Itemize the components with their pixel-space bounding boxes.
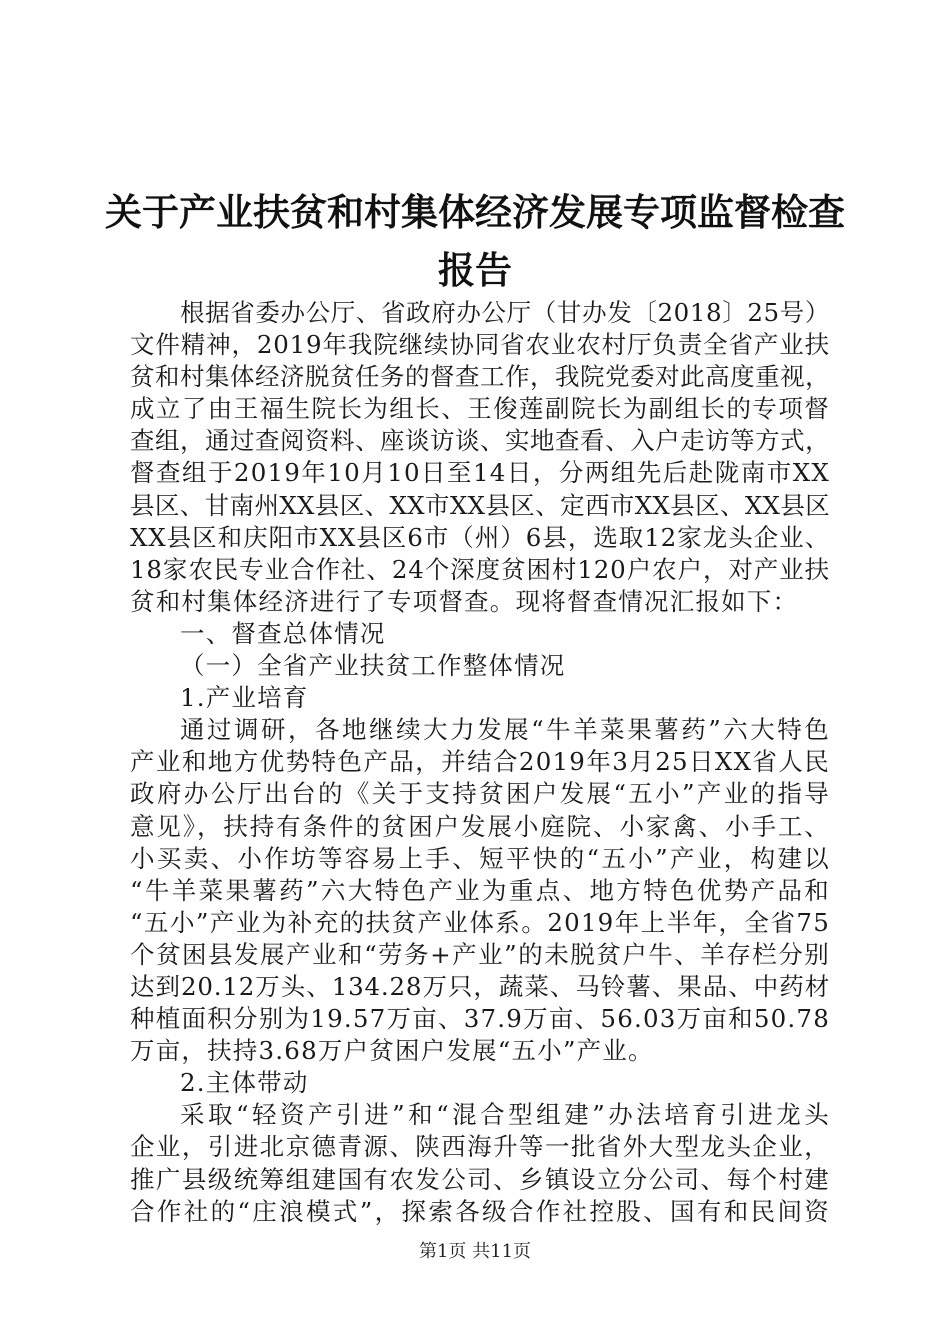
document-title-line-2: 报告 [438, 249, 512, 292]
section-heading: 一、督查总体情况 [180, 618, 386, 648]
document-body [130, 297, 830, 1228]
body-line: 贫和村集体经济脱贫任务的督查工作，我院党委对此高度重视， [130, 362, 830, 392]
body-line: 产业和地方优势特色产品，并结合2019年3月25日XX省人民 [130, 747, 830, 777]
body-line: 推广县级统筹组建国有农发公司、乡镇设立分公司、每个村建 [130, 1164, 830, 1194]
body-line: 督查组于2019年10月10日至14日，分两组先后赴陇南市XX [130, 458, 830, 488]
body-line: 18家农民专业合作社、24个深度贫困村120户农户，对产业扶 [130, 554, 830, 584]
body-line: “牛羊菜果薯药”六大特色产业为重点、地方特色优势产品和 [130, 875, 830, 905]
document-title-line-1: 关于产业扶贫和村集体经济发展专项监督检查 [105, 191, 845, 234]
body-line: 企业，引进北京德青源、陕西海升等一批省外大型龙头企业， [130, 1132, 830, 1162]
body-line: 个贫困县发展产业和“劳务+产业”的未脱贫户牛、羊存栏分别 [130, 939, 830, 969]
body-line: XX县区和庆阳市XX县区6市（州）6县，选取12家龙头企业、 [130, 522, 830, 552]
body-line: 意见》，扶持有条件的贫困户发展小庭院、小家禽、小手工、 [130, 811, 830, 841]
body-line: 小买卖、小作坊等容易上手、短平快的“五小”产业，构建以 [130, 843, 830, 873]
body-line: 县区、甘南州XX县区、XX市XX县区、定西市XX县区、XX县区 [130, 490, 830, 520]
body-line: 达到20.12万头、134.28万只，蔬菜、马铃薯、果品、中药材 [130, 971, 830, 1001]
subsection-heading: （一）全省产业扶贫工作整体情况 [180, 651, 566, 681]
body-line: 种植面积分别为19.57万亩、37.9万亩、56.03万亩和50.78 [130, 1004, 830, 1034]
body-line: 查组，通过查阅资料、座谈访谈、实地查看、入户走访等方式， [130, 426, 830, 456]
body-line: “五小”产业为补充的扶贫产业体系。2019年上半年，全省75 [130, 907, 830, 937]
body-line: 采取“轻资产引进”和“混合型组建”办法培育引进龙头 [180, 1100, 830, 1130]
body-line: 合作社的“庄浪模式”，探索各级合作社控股、国有和民间资 [130, 1196, 830, 1226]
body-line: 根据省委办公厅、省政府办公厅（甘办发〔2018〕25号） [180, 298, 830, 327]
body-line: 文件精神，2019年我院继续协同省农业农村厅负责全省产业扶 [130, 330, 830, 360]
body-line: 成立了由王福生院长为组长、王俊莲副院长为副组长的专项督 [130, 394, 830, 424]
body-line: 贫和村集体经济进行了专项督查。现将督查情况汇报如下： [130, 586, 799, 616]
page-footer: 第1页 共11页 [418, 1241, 532, 1262]
body-line: 政府办公厅出台的《关于支持贫困户发展“五小”产业的指导 [130, 779, 830, 809]
item-heading: 1.产业培育 [180, 683, 309, 713]
body-line: 通过调研，各地继续大力发展“牛羊菜果薯药”六大特色 [180, 715, 830, 745]
body-line: 万亩，扶持3.68万户贫困户发展“五小”产业。 [130, 1036, 654, 1066]
item-heading: 2.主体带动 [180, 1068, 309, 1098]
